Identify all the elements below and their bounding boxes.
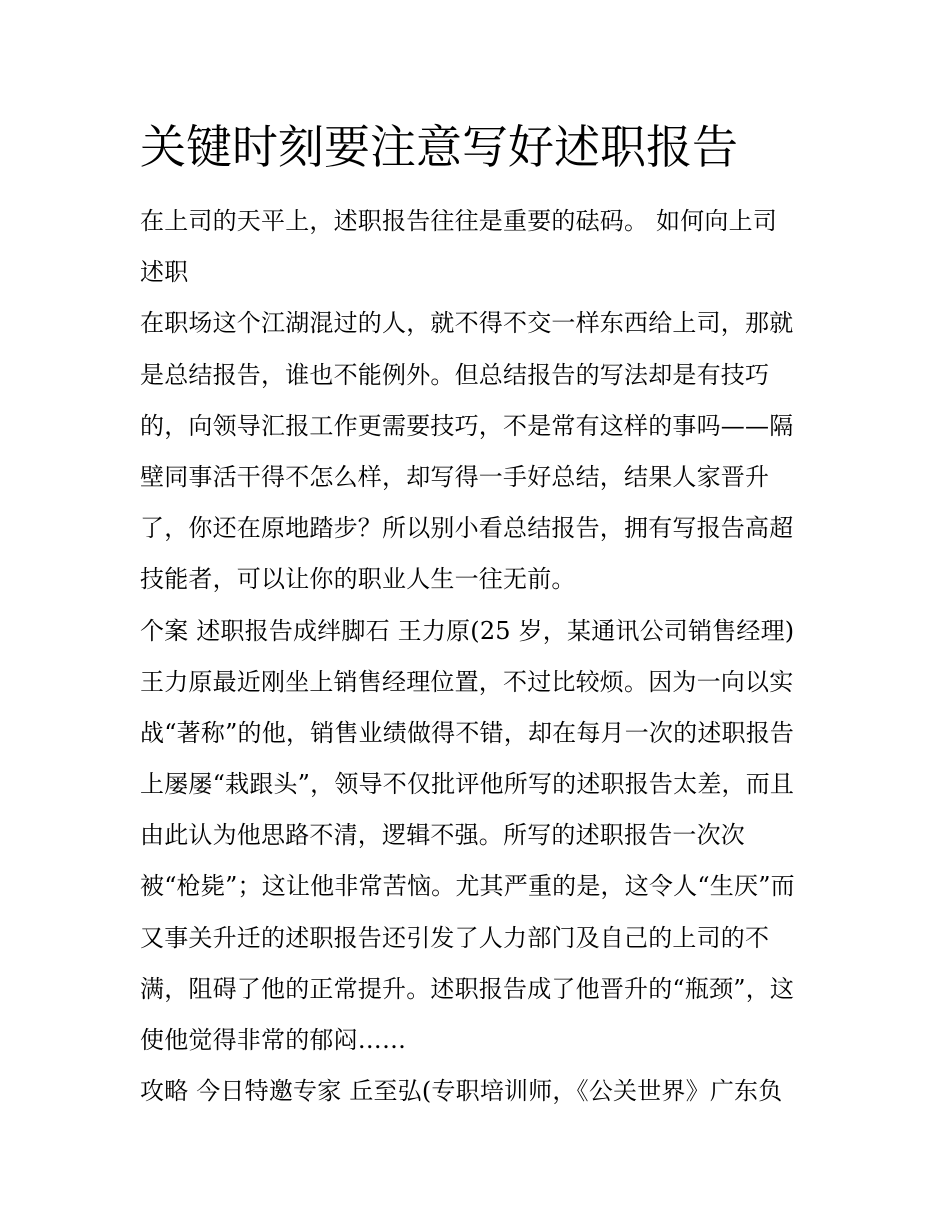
body-line: 述职 (140, 258, 189, 287)
body-line: 上屡屡“栽跟头”，领导不仅批评他所写的述职报告太差，而且 (140, 770, 795, 799)
body-line: 使他觉得非常的郁闷…… (140, 1026, 407, 1054)
body-line: 技能者，可以让你的职业人生一往无前。 (140, 565, 576, 594)
body-line: 了，你还在原地踏步？所以别小看总结报告，拥有写报告高超 (140, 514, 794, 543)
body-line: 战“著称”的他，销售业绩做得不错，却在每月一次的述职报告 (140, 718, 795, 747)
document-body (140, 196, 820, 1117)
body-line: 壁同事活干得不怎么样，却写得一手好总结，结果人家晋升 (140, 462, 770, 491)
body-line: 是总结报告，谁也不能例外。但总结报告的写法却是有技巧 (140, 360, 770, 389)
body-line: 被“枪毙”；这让他非常苦恼。尤其严重的是，这令人“生厌”而 (140, 872, 795, 901)
body-line: 在上司的天平上，述职报告往往是重要的砝码。 如何向上司 (140, 207, 778, 235)
body-line: 满，阻碍了他的正常提升。述职报告成了他晋升的“瓶颈”，这 (140, 974, 795, 1003)
body-line: 个案 述职报告成绊脚石 王力原(25 岁，某通讯公司销售经理) (140, 616, 795, 645)
body-line: 由此认为他思路不清，逻辑不强。所写的述职报告一次次 (140, 821, 745, 850)
body-line: 在职场这个江湖混过的人，就不得不交一样东西给上司，那就 (140, 309, 794, 338)
body-line: 的，向领导汇报工作更需要技巧，不是常有这样的事吗——隔 (140, 411, 794, 440)
body-line: 王力原最近刚坐上销售经理位置，不过比较烦。因为一向以实 (140, 667, 794, 696)
body-line: 攻略 今日特邀专家 丘至弘(专职培训师，《公关世界》广东负 (140, 1077, 783, 1106)
document-title: 关键时刻要注意写好述职报告 (140, 120, 738, 174)
body-line: 又事关升迁的述职报告还引发了人力部门及自己的上司的不 (140, 923, 770, 952)
